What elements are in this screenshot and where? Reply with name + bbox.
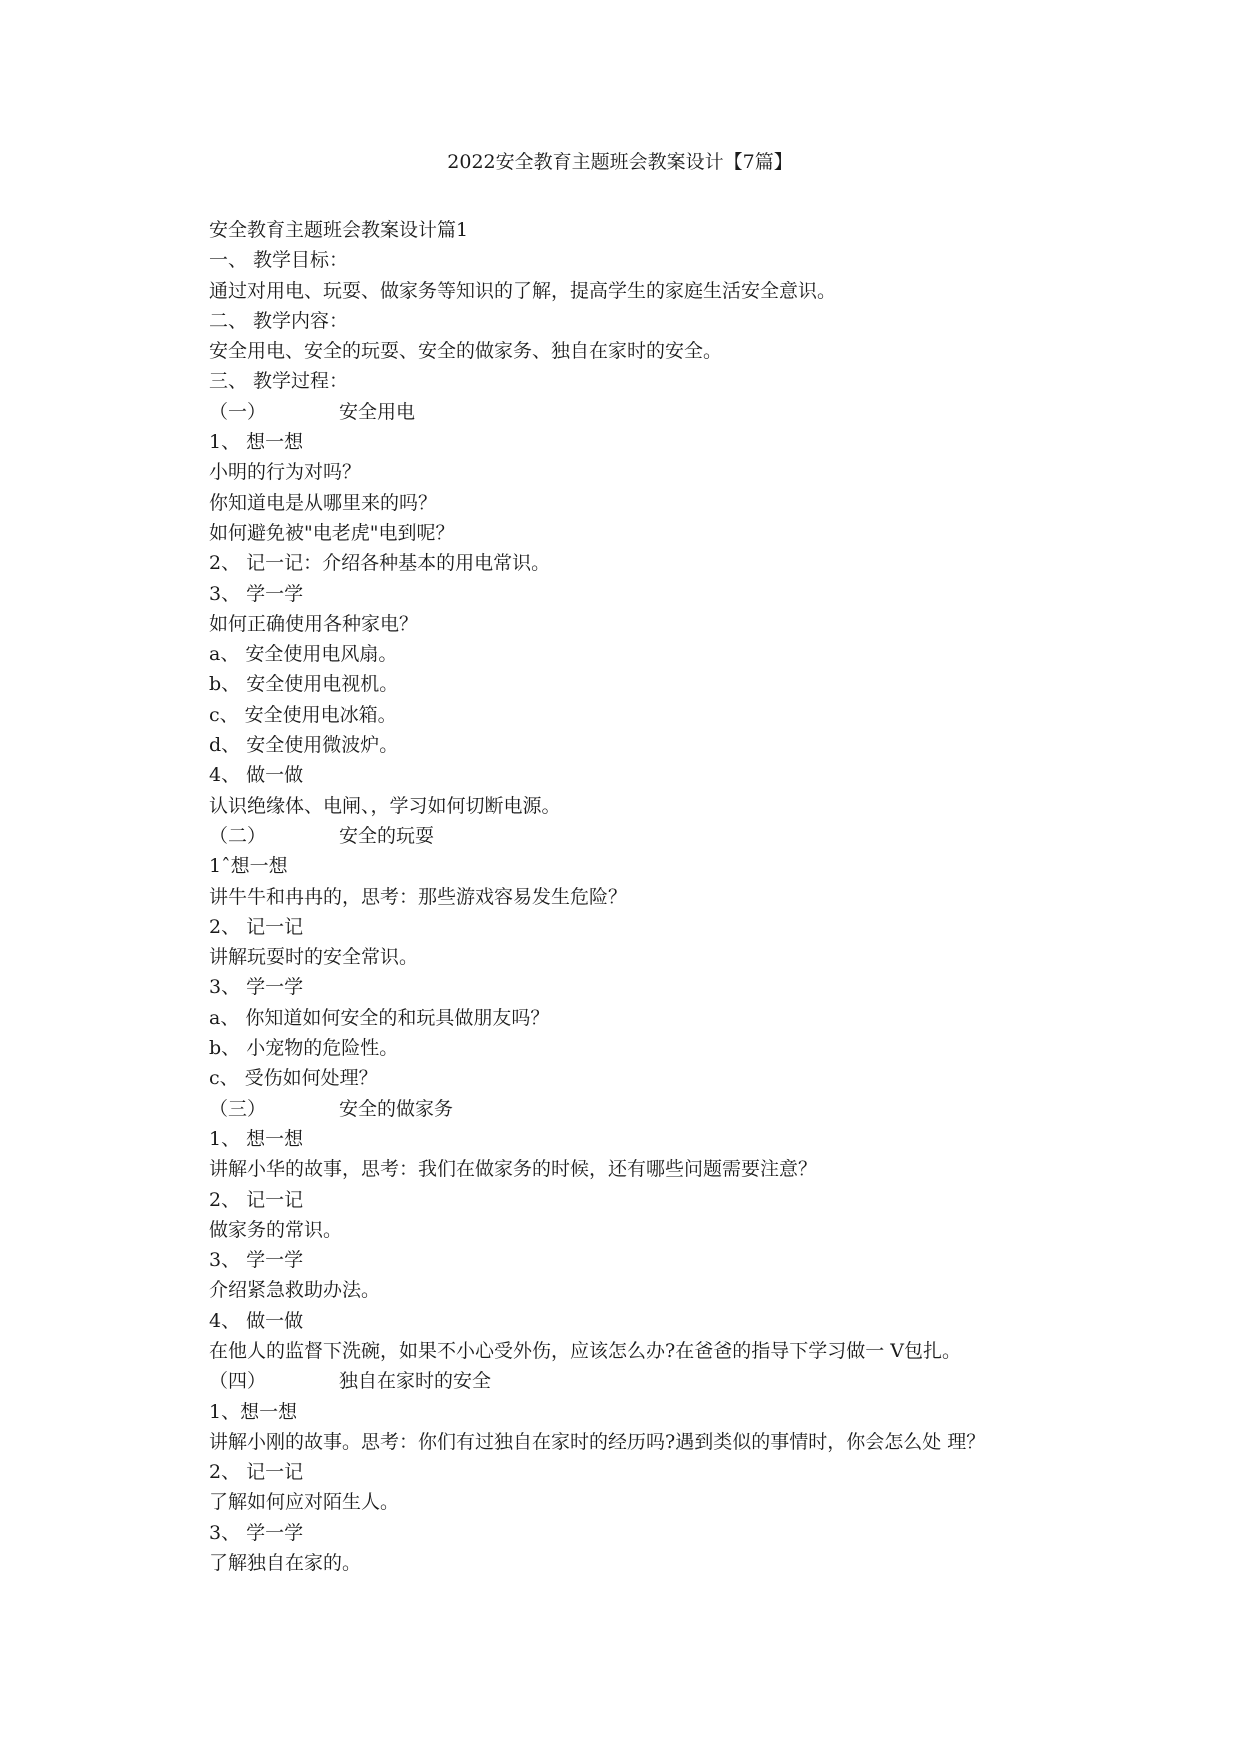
- text-line: 1、 想一想: [209, 431, 304, 454]
- text-line: 如何避免被"电老虎"电到呢？: [209, 521, 455, 544]
- text-line: 3、 学一学: [209, 1249, 304, 1272]
- text-line: a、 安全使用电风扇。: [209, 643, 398, 666]
- text-line: 通过对用电、玩耍、做家务等知识的了解，提高学生的家庭生活安全意识。: [209, 279, 837, 302]
- text-line: 讲解小刚的故事。思考：你们有过独自在家时的经历吗?遇到类似的事情时，你会怎么处 理？: [209, 1430, 986, 1453]
- section-number: （四）: [209, 1370, 267, 1393]
- text-line: 3、 学一学: [209, 976, 304, 999]
- text-line: 1、想一想: [209, 1400, 298, 1423]
- text-line: 1、 想一想: [209, 1127, 304, 1150]
- text-line: 讲牛牛和冉冉的，思考：那些游戏容易发生危险？: [209, 885, 628, 908]
- section-heading: [209, 397, 1109, 427]
- text-line: 讲解小华的故事，思考：我们在做家务的时候，还有哪些问题需要注意？: [209, 1158, 818, 1181]
- text-line: 二、 教学内容：: [209, 309, 349, 332]
- text-line: 安全教育主题班会教案设计篇1: [209, 219, 469, 241]
- text-line: 认识绝缘体、电闸、，学习如何切断电源。: [209, 794, 561, 817]
- section-heading: [209, 1094, 1109, 1124]
- section-title: 安全用电: [339, 400, 416, 423]
- text-line: 你知道电是从哪里来的吗？: [209, 491, 438, 514]
- text-line: 介绍紧急救助办法。: [209, 1279, 381, 1302]
- text-line: 如何正确使用各种家电？: [209, 612, 419, 635]
- text-line: 在他人的监督下洗碗，如果不小心受外伤，应该怎么办?在爸爸的指导下学习做一 V包扎。: [209, 1339, 961, 1362]
- text-line: 小明的行为对吗？: [209, 461, 362, 484]
- text-line: b、 安全使用电视机。: [209, 673, 399, 696]
- section-title: 安全的做家务: [339, 1097, 454, 1120]
- text-line: 2、 记一记: [209, 915, 304, 938]
- text-line: d、 安全使用微波炉。: [209, 734, 399, 757]
- text-line: a、 你知道如何安全的和玩具做朋友吗？: [209, 1006, 550, 1029]
- text-line: 了解如何应对陌生人。: [209, 1491, 400, 1514]
- text-line: 4、 做一做: [209, 764, 304, 787]
- text-line: 三、 教学过程：: [209, 370, 349, 393]
- section-number: （二）: [209, 824, 267, 847]
- section-heading: [209, 821, 1109, 851]
- text-line: 1ˆ想一想: [209, 855, 288, 878]
- text-line: 一、 教学目标：: [209, 249, 349, 272]
- text-line: c、 安全使用电冰箱。: [209, 703, 397, 726]
- section-title: 独自在家时的安全: [339, 1370, 492, 1393]
- text-line: 了解独自在家的。: [209, 1552, 362, 1575]
- text-line: 3、 学一学: [209, 1521, 304, 1544]
- section-number: （三）: [209, 1097, 267, 1120]
- text-line: c、 受伤如何处理？: [209, 1067, 378, 1090]
- section-title: 安全的玩耍: [339, 824, 435, 847]
- text-line: 2、 记一记：介绍各种基本的用电常识。: [209, 552, 551, 575]
- section-number: （一）: [209, 400, 267, 423]
- text-line: 讲解玩耍时的安全常识。: [209, 946, 419, 969]
- text-line: 3、 学一学: [209, 582, 304, 605]
- text-line: 4、 做一做: [209, 1309, 304, 1332]
- text-line: b、 小宠物的危险性。: [209, 1037, 399, 1060]
- section-heading: [209, 1366, 1109, 1396]
- document-body: [209, 215, 1109, 1578]
- text-line: 2、 记一记: [209, 1461, 304, 1484]
- document-title: 2022安全教育主题班会教案设计【7篇】: [447, 151, 793, 173]
- text-line: 2、 记一记: [209, 1188, 304, 1211]
- text-line: 做家务的常识。: [209, 1218, 343, 1241]
- text-line: 安全用电、安全的玩耍、安全的做家务、独自在家时的安全。: [209, 340, 723, 363]
